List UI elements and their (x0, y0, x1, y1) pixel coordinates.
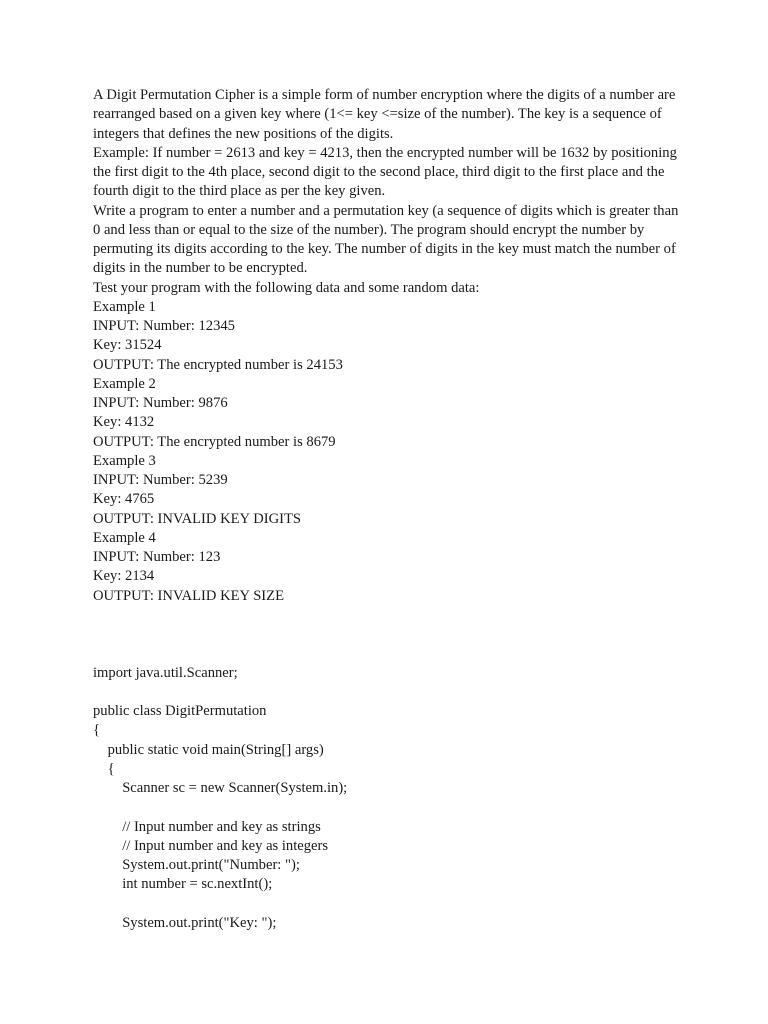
example-key: Key: 31524 (93, 337, 162, 354)
code-line (93, 798, 683, 817)
code-line: // Input number and key as strings (93, 818, 321, 835)
example-heading: Example 4 (93, 529, 156, 546)
code-line: int number = sc.nextInt(); (93, 876, 273, 893)
problem-statement (93, 86, 683, 298)
example-input: INPUT: Number: 123 (93, 549, 221, 565)
code-line: // Input number and key as integers (93, 837, 329, 854)
code-line: { (93, 760, 115, 777)
code-listing (93, 664, 683, 934)
code-line: System.out.print("Key: "); (93, 914, 277, 931)
example-output: OUTPUT: The encrypted number is 24153 (93, 356, 343, 373)
code-line (93, 895, 683, 914)
examples-list (93, 298, 683, 606)
example-input: INPUT: Number: 12345 (93, 318, 235, 334)
example-key: Key: 2134 (93, 568, 155, 585)
example-heading: Example 3 (93, 452, 156, 469)
example-key: Key: 4765 (93, 491, 155, 508)
example-output: OUTPUT: INVALID KEY SIZE (93, 587, 285, 604)
code-line: public static void main(String[] args) (93, 741, 324, 758)
code-line (93, 683, 683, 702)
example-heading: Example 1 (93, 298, 156, 315)
section-spacer (93, 606, 683, 664)
paragraph-intro: A Digit Permutation Cipher is a simple form of number encryption where the digits of a number are rearranged based on a given key where (1<= key <=size of the number). The key is a sequence of integers that defines the new positions of the digits. (93, 87, 676, 142)
example-heading: Example 2 (93, 375, 156, 392)
code-line: import java.util.Scanner; (93, 664, 238, 681)
example-output: OUTPUT: INVALID KEY DIGITS (93, 510, 302, 527)
code-line: System.out.print("Number: "); (93, 857, 300, 873)
paragraph-task: Write a program to enter a number and a permutation key (a sequence of digits which is greater than 0 and less than or equal to the size of the number). The program should encrypt the number by permuting its digits according to the key. The number of digits in the key must match the number of digits in the number to be encrypted. (93, 202, 679, 277)
example-input: INPUT: Number: 5239 (93, 472, 228, 488)
code-line: Scanner sc = new Scanner(System.in); (93, 780, 348, 796)
example-output: OUTPUT: The encrypted number is 8679 (93, 433, 336, 450)
code-line: { (93, 722, 101, 739)
example-input: INPUT: Number: 9876 (93, 395, 228, 411)
example-key: Key: 4132 (93, 414, 155, 431)
paragraph-example: Example: If number = 2613 and key = 4213, then the encrypted number will be 1632 by positioning the first digit to the 4th place, second digit to the second place, third digit to the first place and the fourth digit to the third place as per the key given. (93, 144, 677, 200)
code-line: public class DigitPermutation (93, 703, 267, 719)
paragraph-test: Test your program with the following data and some random data: (93, 279, 480, 296)
document-page (93, 86, 683, 933)
